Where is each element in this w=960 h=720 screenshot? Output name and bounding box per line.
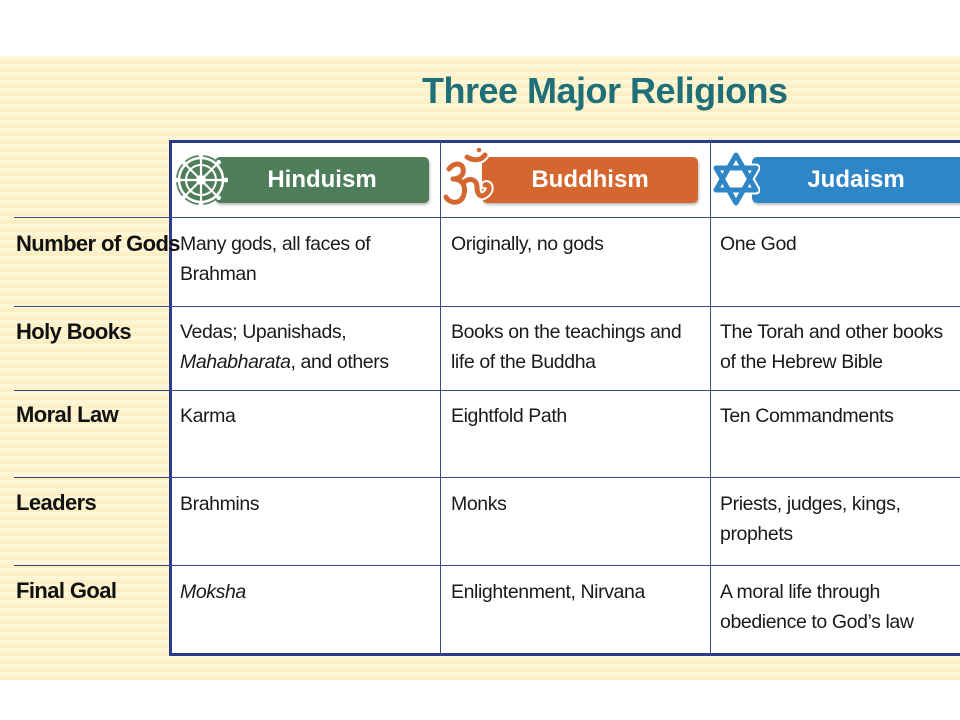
cell-hinduism-leaders: Brahmins: [180, 493, 260, 515]
cell-italic-text: Moksha: [180, 581, 246, 603]
comparison-table: [0, 140, 960, 656]
dharma-wheel-icon: [174, 147, 228, 218]
cell-buddhism-goal: Enlightenment, Nirvana: [451, 581, 645, 603]
cell-text: Vedas; Upanishads,: [180, 321, 347, 343]
row-label-number-of-gods: Number of Gods: [16, 231, 180, 256]
cell-judaism-moral-law: Ten Commandments: [720, 405, 894, 427]
column-header-label: Hinduism: [267, 166, 377, 193]
cell-judaism-leaders: Priests, judges, kings, prophets: [720, 493, 901, 545]
row-label-moral-law: Moral Law: [16, 402, 119, 427]
cell-text: , and others: [290, 351, 389, 373]
column-header-label: Buddhism: [531, 166, 649, 193]
column-header-judaism: [752, 157, 960, 203]
cell-buddhism-leaders: Monks: [451, 493, 507, 515]
cell-judaism-goal: A moral life through obedience to God’s law: [720, 581, 914, 633]
row-divider-4: [14, 565, 960, 566]
row-divider-1: [14, 306, 960, 307]
cell-buddhism-moral-law: Eightfold Path: [451, 405, 567, 427]
table-bottom-border: [169, 653, 960, 656]
row-label-leaders: Leaders: [16, 490, 97, 515]
cell-italic-text: Mahabharata: [180, 351, 291, 373]
cell-hinduism-books: [180, 317, 436, 377]
row-label-holy-books: Holy Books: [16, 319, 132, 344]
om-symbol-icon: [441, 147, 495, 220]
cell-hinduism-goal: [180, 577, 436, 607]
table-top-border: [169, 140, 960, 143]
cell-buddhism-books: Books on the teachings and life of the Buddha: [451, 321, 682, 373]
row-label-final-goal: Final Goal: [16, 578, 117, 603]
cell-buddhism-gods: Originally, no gods: [451, 233, 604, 255]
column-header-label: Judaism: [807, 166, 905, 193]
cell-judaism-gods: One God: [720, 233, 797, 255]
column-header-hinduism: [215, 157, 429, 203]
cell-hinduism-moral-law: Karma: [180, 405, 236, 427]
cell-judaism-books: The Torah and other books of the Hebrew Bible: [720, 321, 943, 373]
row-divider-2: [14, 390, 960, 391]
cell-hinduism-gods: Many gods, all faces of Brahman: [180, 233, 371, 285]
row-divider-3: [14, 477, 960, 478]
page-title: Three Major Religions: [422, 70, 788, 111]
star-of-david-icon: [712, 147, 760, 218]
column-header-buddhism: [482, 157, 698, 203]
